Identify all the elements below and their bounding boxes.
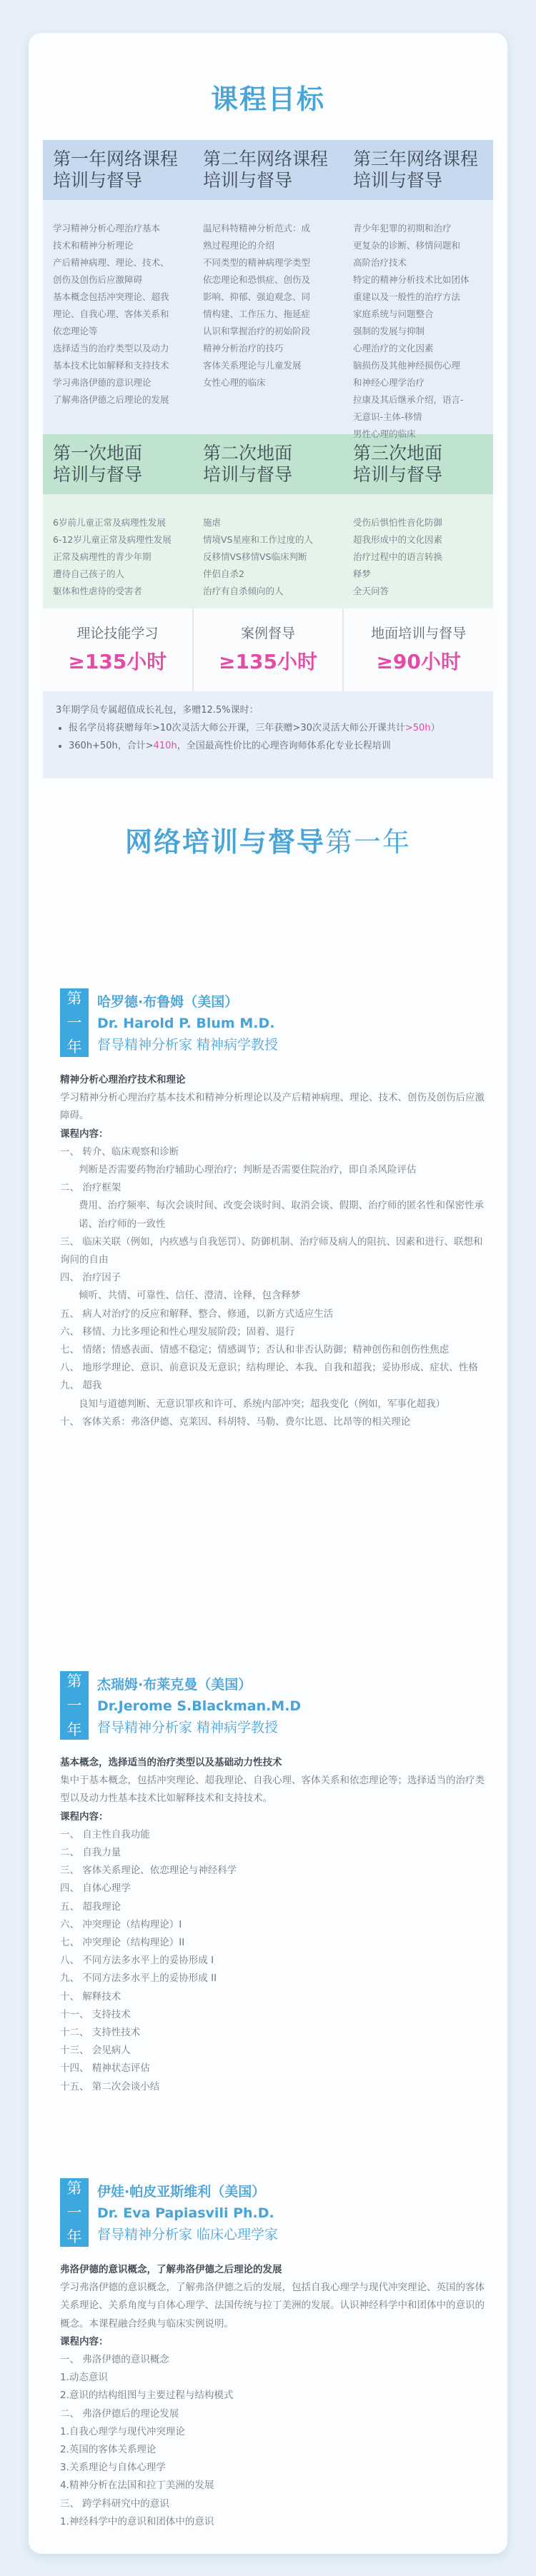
teacher-names [97, 2178, 278, 2250]
badge-char: 一 [66, 2204, 82, 2221]
content-item: 一、 转介、临床观察和诊断 [60, 1146, 179, 1158]
goal-line: 选择适当的治疗类型以及动力 [53, 343, 169, 354]
goal-line: 6-12岁儿童正常及病理性发展 [53, 534, 172, 545]
year-badge [60, 988, 89, 1057]
teacher-name-en: Dr. Harold P. Blum M.D. [97, 1016, 275, 1031]
goal-line: 拉康及其后继承介绍，语言- [353, 394, 464, 405]
goal-line: 重建以及一般性的治疗方法 [353, 291, 461, 302]
teacher-names [97, 988, 278, 1060]
bonus-text: 360h+50h，合计> [69, 741, 154, 751]
content-item: 四、 自体心理学 [60, 1883, 131, 1895]
badge-char: 一 [66, 1697, 82, 1714]
content-item: 二、 弗洛伊德后的理论发展 [60, 2407, 179, 2420]
bonus-item [69, 719, 480, 737]
teacher-course [60, 2261, 489, 2531]
course-summary: 学习弗洛伊德的意识概念，了解弗洛伊德之后的发展，包括自我心理学与现代冲突理论、英国的客体关系理论、关系角度与自体心理学、法国传统与拉丁美洲的发展。认识神经科学中和团体中的意识的概念。本课程融合经典与临床实例说明。 [60, 2282, 485, 2330]
offline-head-2: 第二次地面 培训与督导 [203, 443, 293, 485]
training-title [29, 820, 507, 861]
stat-label: 地面培训与督导 [371, 626, 467, 641]
teacher-header [60, 1671, 489, 1743]
year-badge [60, 1671, 89, 1740]
goal-line: 影响、抑郁、强迫观念、同 [203, 291, 311, 302]
goal-line: 依恋理论和恐惧症、创伤及 [203, 274, 311, 285]
offline-col-1 [43, 494, 193, 608]
teacher-name-cn: 哈罗德·布鲁姆（美国） [97, 994, 239, 1010]
goal-line: 正常及病理性的青少年期 [53, 551, 152, 562]
stat-supervision [194, 608, 344, 691]
content-detail: 良知与道德判断、无意识罪疚和许可、系统内部冲突；超我变化（例如，军事化超我） [79, 1398, 445, 1410]
goal-line: 脑损伤及其他神经损伤心理 [353, 360, 461, 371]
content-item: 六、 冲突理论（结构理论）I [60, 1918, 182, 1930]
offline-head-1: 第一次地面 培训与督导 [53, 443, 143, 485]
bonus-intro: 3年期学员专属超值成长礼包，多赠12.5%课时： [56, 705, 259, 716]
content-item: 三、 临床关联（例如，内疚感与自我惩罚）、防御机制、治疗师及病人的阻抗、因素和进行、联想和询问的自由 [60, 1236, 483, 1266]
teacher-course [60, 1754, 489, 2096]
offline-head-3: 第三次地面 培训与督导 [353, 443, 443, 485]
bonus-list [56, 719, 480, 755]
contents-label: 课程内容： [60, 1810, 109, 1823]
goal-line: 和神经心理学治疗 [353, 377, 425, 388]
teacher-header [60, 2178, 489, 2250]
goal-line: 认识和掌握治疗的初始阶段 [203, 326, 311, 336]
content-item: 三、 跨学科研究中的意识 [60, 2497, 169, 2510]
bonus-highlight: >50h [405, 723, 431, 733]
goal-line: 治疗过程中的语言转换 [353, 551, 443, 562]
course-summary: 学习精神分析心理治疗基本技术和精神分析理论以及产后精神病理、理论、技术、创伤及创伤后应激障碍。 [60, 1092, 485, 1122]
goals-grid [43, 140, 493, 608]
goal-line: 受伤后惧怕性音化防御 [353, 517, 443, 528]
goal-line: 超我形成中的文化因素 [353, 534, 443, 545]
content-item: 一、 自主性自我功能 [60, 1828, 150, 1840]
teacher-name-cn: 杰瑞姆·布莱克曼（美国） [97, 1677, 252, 1693]
teacher-header [60, 988, 489, 1060]
online-head-3: 第三年网络课程 培训与督导 [353, 149, 479, 191]
content-item: 十、 客体关系：弗洛伊德、克莱因、科胡特、马勒、费尔比恩、比昂等的相关理论 [60, 1415, 411, 1428]
content-detail: 费用、治疗频率、每次会谈时间、改变会谈时间、取消会谈、假期、治疗师的匿名性和保密性承诺、治疗师的一致性 [79, 1200, 484, 1230]
teacher-name-cn: 伊娃·帕皮亚斯维利（美国） [97, 2184, 266, 2200]
content-item: 一、 弗洛伊德的意识概念 [60, 2354, 169, 2366]
goal-line: 熟过程理论的介绍 [203, 240, 275, 251]
goal-line: 情境VS星座和工作过度的人 [203, 534, 313, 545]
goal-line: 无意识-主体-移情 [353, 411, 422, 422]
training-title-main: 网络培训与督导 [124, 826, 325, 858]
content-item: 十二、 支持性技术 [60, 2027, 141, 2039]
goal-line: 心理治疗的文化因素 [353, 343, 434, 354]
stat-value: ≥90小时 [376, 650, 461, 673]
content-item: 二、 自我力量 [60, 1847, 121, 1859]
content-item: 五、 病人对治疗的反应和解释、整合、修通，以新方式适应生活 [60, 1308, 334, 1320]
course-topic: 精神分析心理治疗技术和理论 [60, 1074, 186, 1086]
teacher-block-1 [60, 988, 489, 1431]
goal-line: 精神分析治疗的技巧 [203, 343, 284, 354]
goal-line: 男性心理的临床 [353, 429, 416, 439]
content-item: 六、 移情、力比多理论和性心理发展阶段；固着、退行 [60, 1325, 295, 1338]
stat-label: 理论技能学习 [76, 626, 159, 641]
goal-line: 躯体和性虐待的受害者 [53, 586, 143, 596]
stat-offline [344, 608, 493, 691]
content-item: 3.关系理论与自体心理学 [60, 2462, 166, 2474]
goal-line: 学习弗洛伊德的意识理论 [53, 377, 152, 388]
content-item: 七、 冲突理论（结构理论）II [60, 1937, 185, 1949]
badge-char: 一 [66, 1014, 82, 1031]
goal-line: 6岁前儿童正常及病理性发展 [53, 517, 166, 528]
teacher-name-en: Dr. Eva Papiasvili Ph.D. [97, 2205, 274, 2221]
online-head-row [43, 140, 493, 200]
bonus-note [43, 691, 493, 778]
stat-label: 案例督导 [241, 626, 296, 641]
teacher-block-3 [60, 2178, 489, 2531]
goal-line: 强制的发展与抑制 [353, 326, 425, 336]
teacher-role: 督导精神分析家 临床心理学家 [97, 2227, 279, 2242]
content-item: 十四、 精神状态评估 [60, 2063, 150, 2075]
content-item: 二、 治疗框架 [60, 1182, 121, 1194]
content-item: 十、 解释技术 [60, 1990, 121, 2003]
content-item: 十三、 会见病人 [60, 2045, 131, 2057]
stat-theory [43, 608, 194, 691]
online-col-1 [43, 200, 193, 434]
content-item: 1.自我心理学与现代冲突理论 [60, 2425, 185, 2437]
goal-line: 温尼科特精神分析范式：成 [203, 223, 311, 234]
badge-char: 第 [66, 1673, 82, 1690]
content-item: 2.英国的客体关系理论 [60, 2444, 157, 2456]
stat-value: ≥135小时 [219, 650, 317, 673]
content-item: 五、 超我理论 [60, 1900, 121, 1913]
offline-body-row [43, 494, 493, 608]
goal-line: 更复杂的诊断、移情问题和 [353, 240, 461, 251]
bonus-text: ） [430, 723, 440, 733]
bonus-item [69, 737, 480, 755]
offline-col-3 [343, 494, 493, 608]
badge-char: 年 [66, 1721, 82, 1738]
badge-char: 第 [66, 990, 82, 1007]
hours-stats [43, 608, 493, 691]
goal-line: 青少年犯罪的初期和治疗 [353, 223, 452, 234]
content-item: 2.意识的结构组图与主要过程与结构模式 [60, 2390, 234, 2402]
goal-line: 基本概念包括冲突理论、超我 [53, 291, 169, 302]
course-goals-title: 课程目标 [210, 84, 325, 115]
goal-line: 家庭系统与问题整合 [353, 309, 434, 319]
badge-char: 第 [66, 2180, 82, 2197]
content-item: 八、 不同方法多水平上的妥协形成 I [60, 1955, 214, 1967]
content-item: 三、 客体关系理论、依恋理论与神经科学 [60, 1865, 237, 1877]
offline-head-row [43, 434, 493, 494]
goal-line: 不同类型的精神病理学类型 [203, 257, 311, 268]
goal-line: 伴侣自杀2 [203, 568, 244, 579]
content-detail: 判断是否需要药物治疗辅助心理治疗；判断是否需要住院治疗，即自杀风险评估 [79, 1164, 417, 1176]
contents-label: 课程内容： [60, 1128, 109, 1140]
bonus-highlight: 410h [153, 741, 177, 751]
goal-line: 理论、自我心理、客体关系和 [53, 309, 169, 319]
course-topic: 基本概念，选择适当的治疗类型以及基础动力性技术 [60, 1757, 282, 1768]
goal-line: 客体关系理论与儿童发展 [203, 360, 302, 371]
goal-line: 治疗有自杀倾向的人 [203, 586, 284, 596]
goal-line: 创伤及创伤后应激障碍 [53, 274, 143, 285]
content-item: 十一、 支持技术 [60, 2008, 131, 2020]
teacher-block-2 [60, 1671, 489, 2096]
online-col-2 [193, 200, 343, 434]
content-item: 1.神经科学中的意识和团体中的意识 [60, 2515, 214, 2527]
stat-value: ≥135小时 [68, 650, 167, 673]
teacher-names [97, 1671, 301, 1743]
year-badge [60, 2178, 89, 2247]
content-item: 十五、 第二次会谈小结 [60, 2080, 160, 2093]
content-item: 4.精神分析在法国和拉丁美洲的发展 [60, 2480, 214, 2492]
content-item: 七、 情绪；情感表面、情感不稳定；情感调节；否认和非否认防御；精神创伤和创伤性焦虑 [60, 1344, 450, 1356]
bonus-text: 报名学员将获赠每年>10次灵活大师公开课，三年获赠>30次灵活大师公开课共计 [69, 723, 405, 733]
content-item: 九、 不同方法多水平上的妥协形成 II [60, 1973, 217, 1985]
teacher-role: 督导精神分析家 精神病学教授 [97, 1037, 279, 1053]
content-item: 1.动态意识 [60, 2372, 108, 2384]
goal-line: 特定的精神分析技术比如团体 [353, 274, 470, 285]
training-title-year: 第一年 [325, 826, 412, 858]
teacher-role: 督导精神分析家 精神病学教授 [97, 1720, 279, 1735]
content-item: 四、 治疗因子 [60, 1272, 121, 1284]
goal-line: 施虐 [203, 517, 222, 528]
content-detail: 倾听、共情、可靠性、信任、澄清、诠释，包含释梦 [79, 1290, 301, 1302]
offline-col-2 [193, 494, 343, 608]
badge-char: 年 [66, 2228, 82, 2245]
goal-line: 高阶治疗技术 [353, 257, 407, 268]
goal-line: 基本技术比如解释和支持技术 [53, 360, 169, 371]
online-head-2: 第二年网络课程 培训与督导 [203, 149, 329, 191]
content-item: 八、 地形学理论、意识、前意识及无意识；结构理论、本我、自我和超我；妥协形成、症状、性格 [60, 1362, 478, 1374]
goal-line: 情构建、工作压力、拖延症 [203, 309, 311, 319]
contents-label: 课程内容： [60, 2335, 109, 2347]
goal-line: 学习精神分析心理治疗基本 [53, 223, 161, 234]
badge-char: 年 [66, 1038, 82, 1056]
goal-line: 了解弗洛伊德之后理论的发展 [53, 394, 169, 405]
goal-line: 释梦 [353, 568, 372, 579]
content-card [29, 33, 507, 2554]
goal-line: 产后精神病理、理论、技术、 [53, 257, 169, 268]
goal-line: 全天问答 [353, 586, 389, 596]
teacher-name-en: Dr.Jerome S.Blackman.M.D [97, 1698, 302, 1714]
goal-line: 技术和精神分析理论 [53, 240, 134, 251]
goal-line: 女性心理的临床 [203, 377, 266, 388]
goal-line: 遭待自己孩子的人 [53, 568, 125, 579]
online-body-row [43, 200, 493, 439]
bonus-text: ，全国最高性价比的心理咨询师体系化专业长程培训 [177, 741, 391, 751]
online-head-1: 第一年网络课程 培训与督导 [53, 149, 179, 191]
goal-line: 反移情VS移情VS临床判断 [203, 551, 307, 562]
course-topic: 弗洛伊德的意识概念，了解弗洛伊德之后理论的发展 [60, 2264, 282, 2275]
teacher-course [60, 1071, 489, 1431]
goal-line: 依恋理论等 [53, 326, 98, 336]
online-col-3 [343, 200, 493, 439]
content-item: 九、 超我 [60, 1380, 102, 1392]
course-summary: 集中于基本概念，包括冲突理论、超我理论、自我心理、客体关系和依恋理论等；选择适当的治疗类型以及动力性基本技术比如解释技术和支持技术。 [60, 1775, 485, 1805]
